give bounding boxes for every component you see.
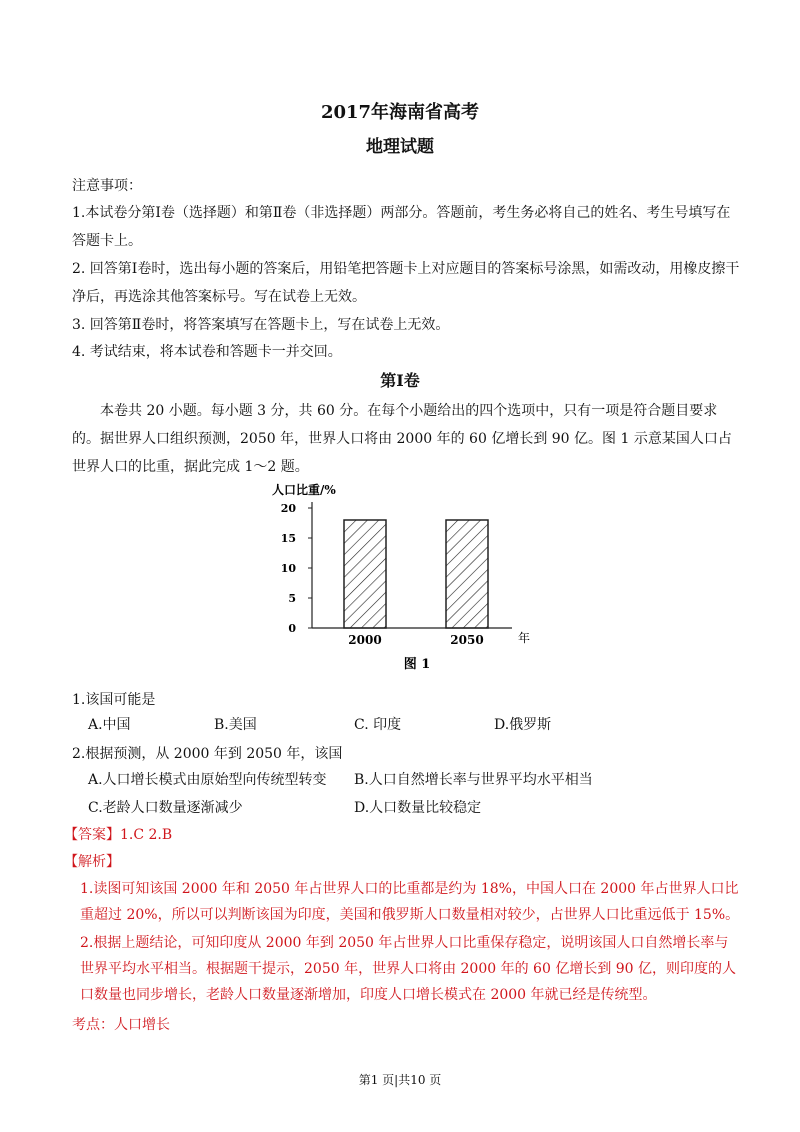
chart-caption: 图 1: [403, 657, 431, 672]
knowledge-point: 考点：人口增长: [72, 1017, 170, 1033]
bar-2000: [344, 520, 386, 628]
x-tick-label: 2050: [450, 633, 484, 647]
question-stem-context: 据世界人口组织预测，2050 年，世界人口将由 2000 年的 60 亿增长到 90 亿。图 1 示意某国人口占世界人口的比重，据此完成 1～2 题。: [72, 431, 732, 475]
option-d[interactable]: D.人口数量比较稳定: [354, 800, 482, 816]
option-c[interactable]: C.老龄人口数量逐渐减少: [88, 800, 243, 816]
question-1-options: [88, 714, 738, 738]
option-b[interactable]: B.美国: [214, 717, 257, 733]
y-tick-label: 20: [280, 502, 296, 515]
x-tick-label: 2000: [348, 633, 382, 647]
option-d[interactable]: D.俄罗斯: [494, 717, 552, 733]
x-axis-label: 年: [518, 631, 531, 645]
analysis-paragraph: 2.根据上题结论，可知印度从 2000 年到 2050 年占世界人口比重保存稳定，说明该国人口自然增长率与世界平均水平相当。根据题干提示，2050 年，世界人口将由 2000 年的 60 亿增长到 90 亿，则印度的人口数量也同步增长，老龄人口数量逐渐增加，印度人口增长模式在 2000 年就已经是传统型。: [80, 935, 737, 1003]
notice-heading: 注意事项：: [72, 178, 142, 194]
y-tick-label: 10: [280, 562, 296, 575]
exam-subtitle: 地理试题: [366, 137, 434, 157]
question-2-stem: 2.根据预测，从 2000 年到 2050 年，该国: [72, 746, 343, 762]
section-intro: 本卷共 20 小题。每小题 3 分，共 60 分。在每个小题给出的四个选项中，只有一项是符合题目要求的。: [72, 403, 718, 447]
y-axis-label: 人口比重/%: [272, 483, 336, 497]
exam-title: 2017年海南省高考: [320, 102, 480, 123]
answer-value: 1.C 2.B: [120, 827, 173, 843]
bar-2050: [446, 520, 488, 628]
notice-item: 1.本试卷分第Ⅰ卷（选择题）和第Ⅱ卷（非选择题）两部分。答题前，考生务必将自己的姓名、考生号填写在答题卡上。: [72, 205, 731, 249]
option-a[interactable]: A.人口增长模式由原始型向传统型转变: [88, 772, 327, 788]
notice-item: 2. 回答第Ⅰ卷时，选出每小题的答案后，用铅笔把答题卡上对应题目的答案标号涂黑，如需改动，用橡皮擦干净后，再选涂其他答案标号。写在试卷上无效。: [72, 261, 740, 305]
notice-item: 4. 考试结束，将本试卷和答题卡一并交回。: [72, 344, 342, 360]
option-b[interactable]: B.人口自然增长率与世界平均水平相当: [354, 772, 593, 788]
answer-line: [64, 824, 172, 844]
answer-label: 【答案】: [64, 827, 120, 843]
option-a[interactable]: A.中国: [88, 717, 131, 733]
question-2-options-row2: [88, 797, 738, 821]
y-tick-label: 0: [288, 622, 296, 635]
analysis-paragraph: 1.读图可知该国 2000 年和 2050 年占世界人口的比重都是约为 18%，中国人口在 2000 年占世界人口比重超过 20%，所以可以判断该国为印度，美国和俄罗斯人口数量相对较少，占世界人口比重远低于 15%。: [80, 881, 740, 923]
option-c[interactable]: C. 印度: [354, 717, 402, 733]
notice-item: 3. 回答第Ⅱ卷时，将答案填写在答题卡上，写在试卷上无效。: [72, 317, 450, 333]
population-share-chart: [262, 478, 542, 678]
y-tick-label: 15: [280, 532, 296, 545]
page-footer: 第1 页|共10 页: [358, 1073, 442, 1087]
analysis-label: 【解析】: [64, 854, 120, 870]
section-title: 第Ⅰ卷: [380, 371, 420, 390]
question-2-options-row1: [88, 769, 738, 793]
y-tick-label: 5: [288, 592, 296, 605]
question-1-stem: 1.该国可能是: [72, 692, 156, 708]
